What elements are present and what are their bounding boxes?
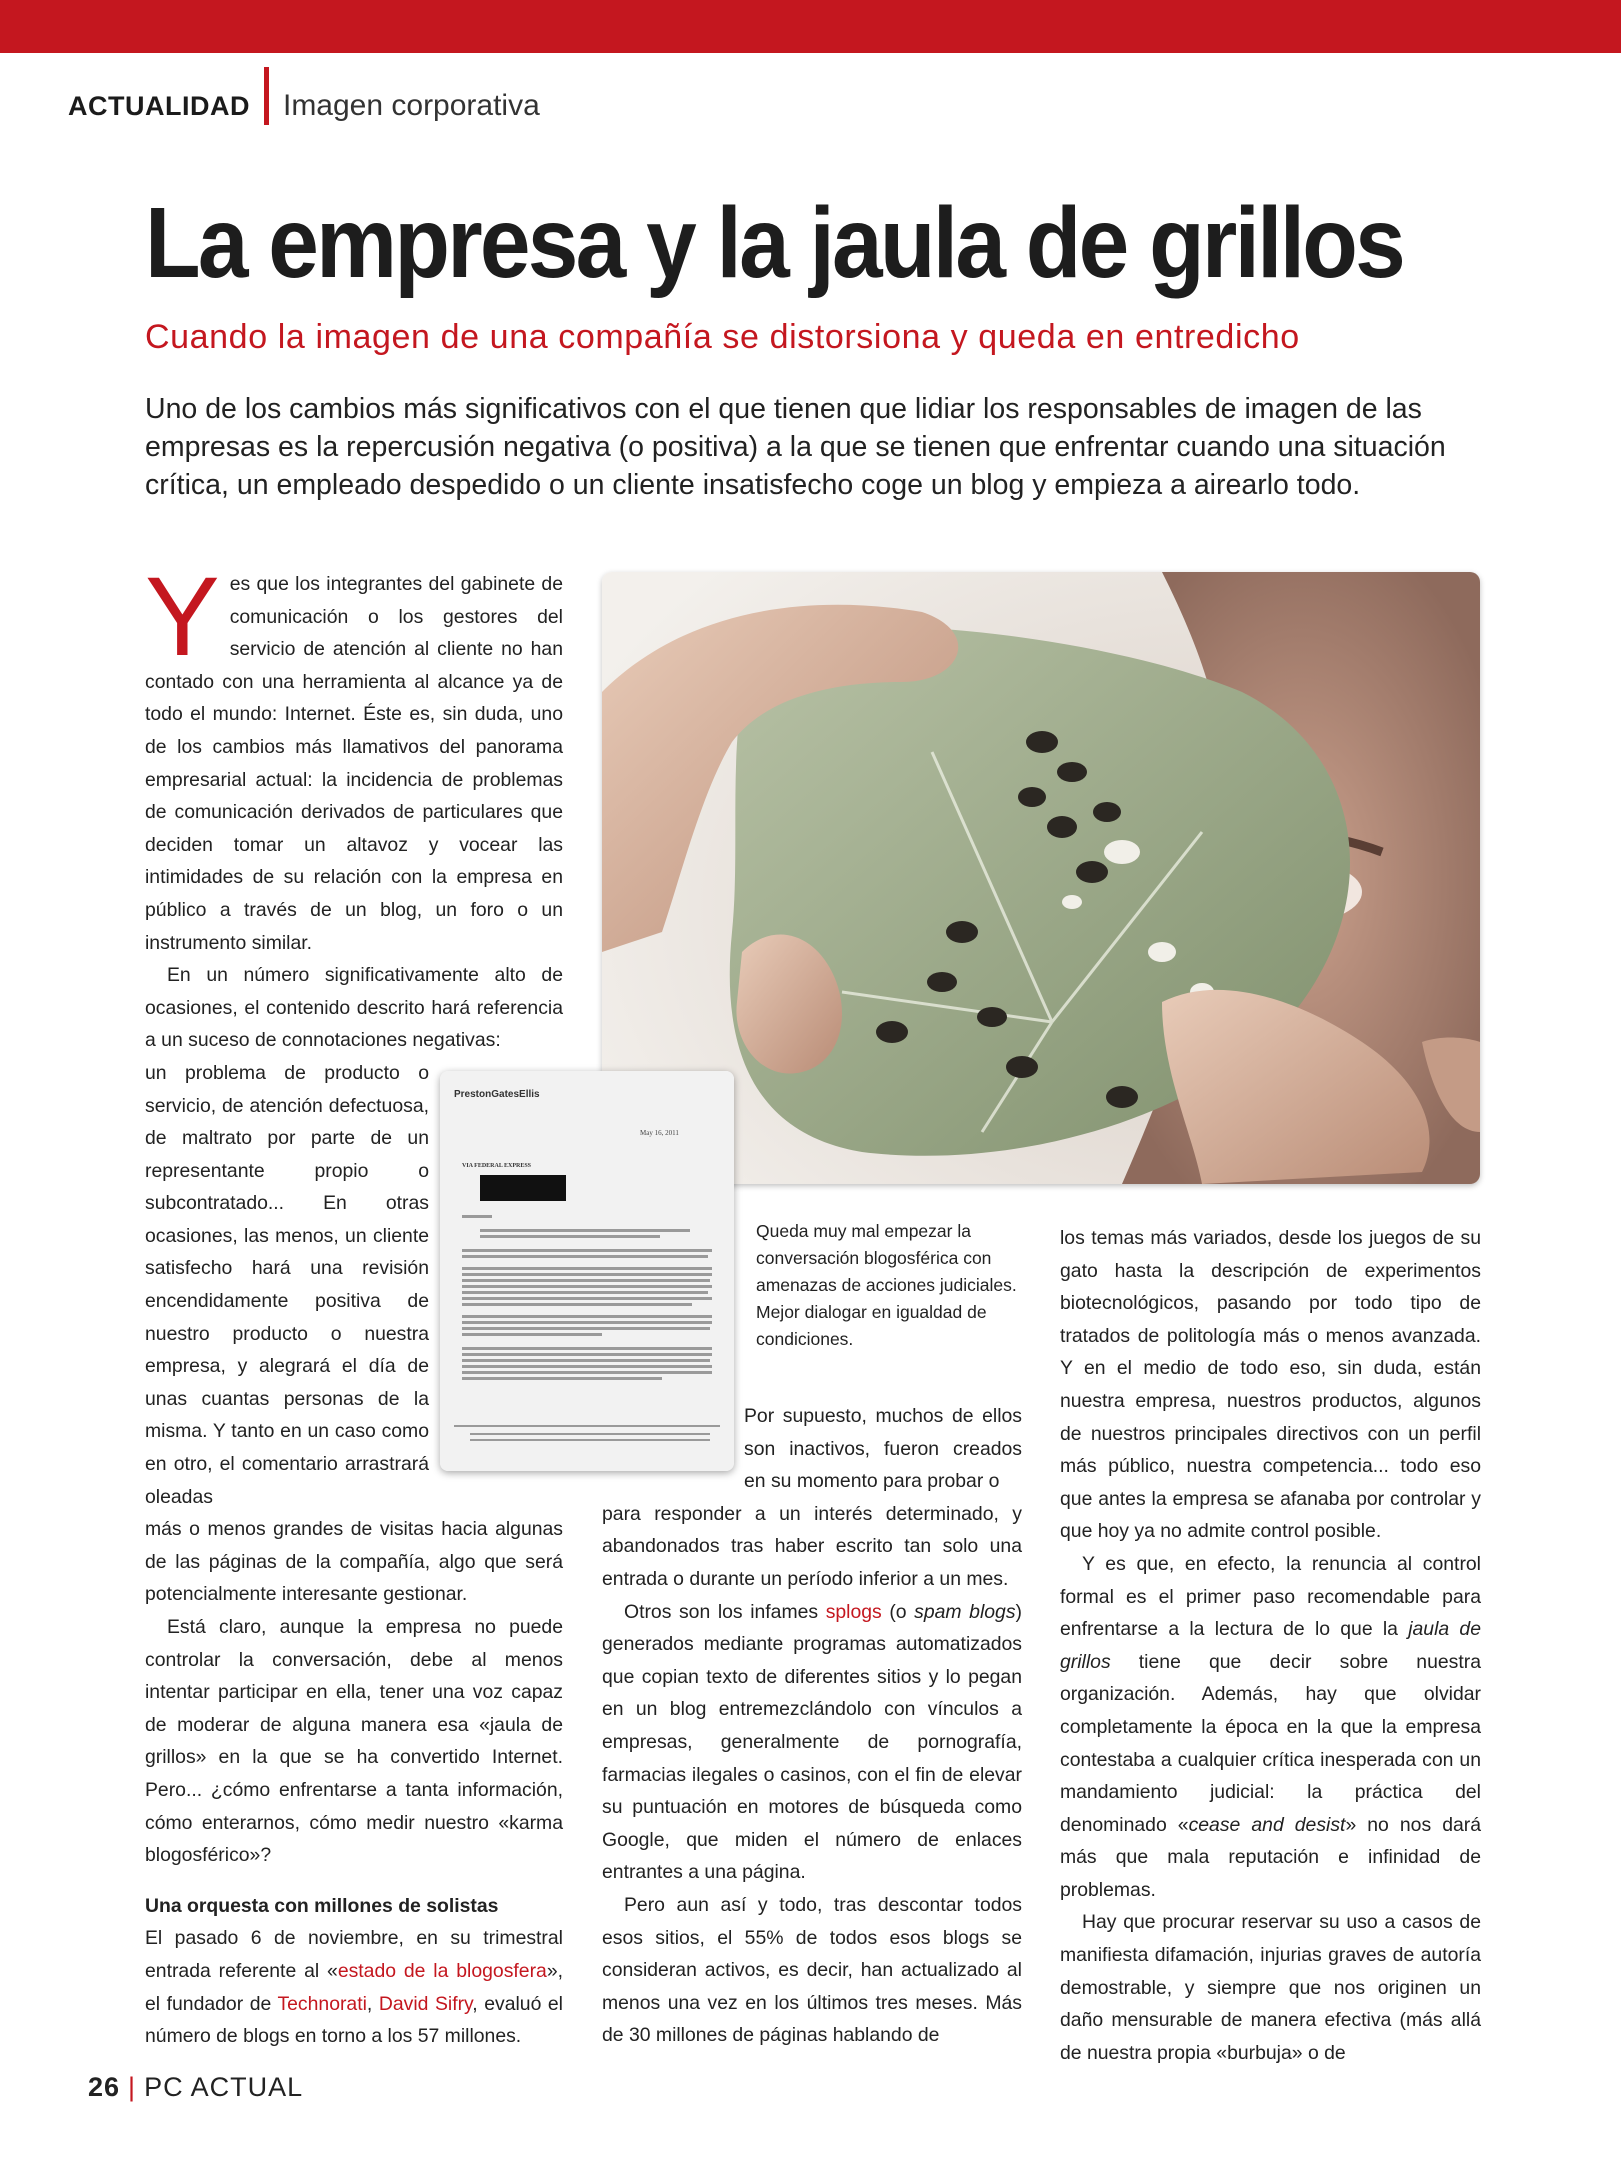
top-color-bar [0,0,1621,53]
section-name: ACTUALIDAD [68,90,250,121]
text-run: El pasado 6 de noviembre, en su trimestral entrada referente al « [145,1927,563,1982]
text-run: », el fundador de [145,1959,563,2015]
letter-date: May 16, 2011 [640,1129,679,1137]
text-emphasis: jaula de grillos [1060,1618,1481,1673]
text-emphasis: spam blogs [914,1600,1016,1623]
text-emphasis: cease and desist [1188,1813,1346,1836]
text-run: Y es que, en efecto, la renuncia al control formal es el primer paso recomendable para enfrentarse a la lectura de lo que la [1060,1552,1481,1641]
paragraph: es que los integrantes del gabinete de comunicación o los gestores del servicio de atención al cliente no han contado con una herramienta al alcance ya de todo el mundo: Internet. Éste es, sin duda, uno de los cambios más llamativos del panorama empresarial actual: la incidencia de problemas de comunicación derivados de particulares que deciden tomar un altavoz y vocear las intimidades de su relación con la empresa en público a través de un blog, un foro o un instrumento similar. [145,573,563,954]
link-david-sifry[interactable]: David Sifry [378,1992,473,2015]
paragraph [1060,1548,1481,1907]
paragraph: para responder a un interés determinado, y abandonados tras haber escrito tan solo una entrada o durante un período inferior a un mes. [602,1502,1022,1590]
article-subtitle: Cuando la imagen de una compañía se distorsiona y queda en entredicho [145,318,1300,356]
letter-illustration [440,1071,734,1471]
text-run: (o [881,1600,915,1623]
link-technorati[interactable]: Technorati [277,1992,367,2015]
section-header [68,86,540,126]
text-run: tiene que decir sobre nuestra organización. Además, hay que olvidar completamente la época en la que la empresa contestaba a cualquier crítica inesperada con un mandamiento judicial: la práctica del denominado « [1060,1650,1481,1836]
subsection-name: Imagen corporativa [282,89,540,122]
letter-delivery: VIA FEDERAL EXPRESS [462,1163,532,1169]
text-run: Otros son los infames [624,1600,826,1623]
section-divider [264,67,269,125]
paragraph: más o menos grandes de visitas hacia algunas de las páginas de la compañía, algo que será potencialmente interesante gestionar. [145,1518,563,1606]
magazine-name: PC ACTUAL [144,2072,304,2102]
text-run: , evaluó el número de blogs en torno a los 57 millones. [145,1992,563,2048]
link-estado-blogosfera[interactable]: estado de la blogosfera [337,1959,547,1982]
text-column-3 [1060,1222,1481,2069]
paragraph: Pero aun así y todo, tras descontar todos esos sitios, el 55% de todos esos blogs se consideran activos, es decir, han actualizado al menos una vez en los últimos tres meses. Más de 30 millones de páginas hablando de [602,1893,1022,2047]
footer-divider: | [128,2072,137,2102]
link-splogs[interactable]: splogs [825,1600,882,1623]
photo-caption: Queda muy mal empezar la conversación blogosférica con amenazas de acciones judiciales. Mejor dialogar en igualdad de condiciones. [756,1221,1017,1349]
section-subheading: Una orquesta con millones de solistas [145,1894,499,1917]
paragraph: En un número significativamente alto de ocasiones, el contenido descrito hará referencia a un suceso de connotaciones negativas: [145,964,563,1052]
paragraph: Hay que procurar reservar su uso a casos de manifiesta difamación, injurias graves de autoría demostrable, y siempre que nos originen un daño mensurable de manera efectiva (más allá de nuestra propia «burbuja» o de [1060,1911,1481,2064]
paragraph: Por supuesto, muchos de ellos son inactivos, fueron creados en su momento para probar o [744,1405,1022,1493]
text-run: , [366,1992,379,2015]
lead-paragraph: Uno de los cambios más significativos con el que tienen que lidiar los responsables de imagen de las empresas es la repercusión negativa (o positiva) a la que se tienen que enfrentar cuando una situación crítica, un empleado despedido o un cliente insatisfecho coge un blog y empieza a airearlo todo. [145,393,1446,501]
paragraph [602,1596,1022,1889]
legal-letter-scan [440,1071,734,1471]
text-column-2 [602,1400,1022,2052]
paragraph [145,1922,563,2052]
letter-letterhead: PrestonGatesEllis [454,1089,540,1100]
article-lead [145,390,1485,504]
page-number: 26 [88,2072,121,2102]
text-run: ) generados mediante programas automatizados que copian texto de diferentes sitios y lo pegan en un blog entremezclándolo con vínculos a empresas, generalmente de pornografía, farmacias ilegales o casinos, con el fin de elevar su puntuación en motores de búsqueda como Google, que miden el número de enlaces entrantes a una página. [602,1600,1022,1884]
paragraph: un problema de producto o servicio, de atención defectuosa, de maltrato por parte de un representante propio o subcontratado... En otras ocasiones, las menos, un cliente satisfecho hará una revisión encendidamente positiva de nuestro producto o nuestra empresa, y alegrará el día de unas cuantas personas de la misma. Y tanto en un caso como en otro, el comentario arrastrará oleadas [145,1061,429,1508]
paragraph: los temas más variados, desde los juegos de su gato hasta la descripción de experimentos biotecnológicos, pasando por todo tipo de tratados de politología más o menos avanzada. Y en el medio de todo eso, sin duda, están nuestra empresa, nuestros productos, algunos de nuestros principales directivos con un perfil más público, nuestra competencia... todo eso que antes la empresa se afanaba por controlar y que hoy ya no admite control posible. [1060,1227,1481,1543]
text-run: » no nos dará más que mala reputación e infinidad de problemas. [1060,1813,1482,1901]
page-footer [88,2072,303,2103]
paragraph: Está claro, aunque la empresa no puede controlar la conversación, debe al menos intentar participar en ella, tener una voz capaz de moderar de alguna manera esa «jaula de grillos» en la que se ha convertido Internet. Pero... ¿cómo enfrentarse a tanta información, cómo enterarnos, cómo medir nuestro «karma blogosférico»? [145,1616,563,1867]
article-title: La empresa y la jaula de grillos [145,187,1404,299]
drop-cap: Y [145,554,220,679]
